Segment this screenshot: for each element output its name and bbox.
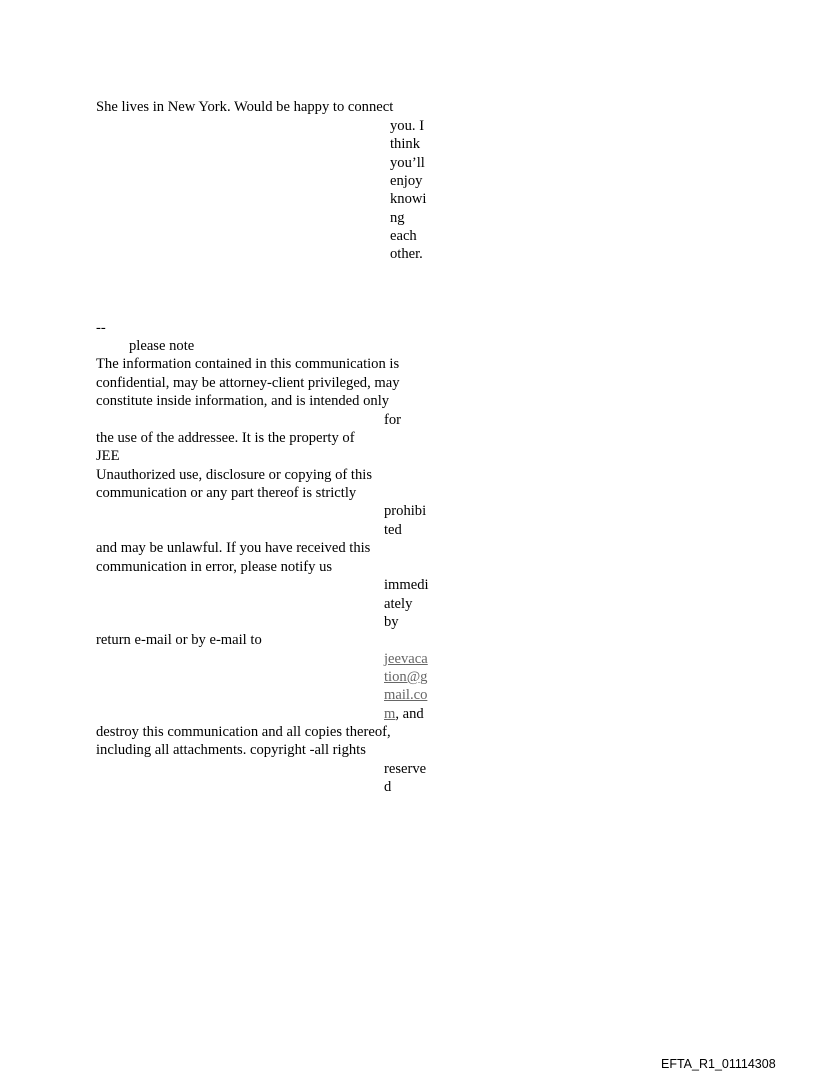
disclaimer-line: Unauthorized use, disclosure or copying of this	[96, 467, 373, 483]
disclaimer-line: communication in error, please notify us	[96, 559, 333, 575]
disclaimer-line: constitute inside information, and is intended only	[96, 393, 390, 409]
disclaimer-line: the use of the addressee. It is the property of	[96, 430, 355, 446]
disclaimer-wrap: by	[384, 614, 399, 630]
disclaimer-line: return e-mail or by e-mail to	[96, 632, 262, 648]
note-heading: please note	[129, 338, 195, 354]
disclaimer-line: JEE	[96, 448, 120, 464]
message-wrap: each	[390, 228, 417, 244]
email-link[interactable]: jeevaca	[384, 651, 428, 667]
message-wrap: think	[390, 136, 420, 152]
email-trailing-text: , and	[395, 706, 424, 722]
message-wrap: other.	[390, 246, 423, 262]
disclaimer-wrap: for	[384, 412, 402, 428]
message-wrap: you. I	[390, 118, 425, 134]
disclaimer-line: including all attachments. copyright -all rights	[96, 742, 366, 758]
message-wrap: ng	[390, 210, 405, 226]
disclaimer-line: and may be unlawful. If you have received this	[96, 540, 371, 556]
email-last-line	[384, 707, 424, 722]
signature-separator: --	[96, 320, 106, 336]
disclaimer-line: confidential, may be attorney-client privileged, may	[96, 375, 400, 391]
message-wrap: enjoy	[390, 173, 423, 189]
disclaimer-wrap: ately	[384, 596, 413, 612]
email-link[interactable]: m	[384, 706, 396, 722]
email-link[interactable]: mail.co	[384, 687, 428, 703]
disclaimer-line: The information contained in this communication is	[96, 356, 400, 372]
disclaimer-wrap: d	[384, 779, 392, 795]
disclaimer-line: destroy this communication and all copies thereof,	[96, 724, 391, 740]
message-wrap: you’ll	[390, 155, 425, 171]
email-link[interactable]: tion@g	[384, 669, 428, 685]
document-id: EFTA_R1_01114308	[661, 1057, 776, 1071]
disclaimer-wrap: prohibi	[384, 503, 427, 519]
disclaimer-wrap: reserve	[384, 761, 427, 777]
message-intro: She lives in New York. Would be happy to connect	[96, 99, 394, 115]
message-wrap: knowi	[390, 191, 427, 207]
disclaimer-wrap: immedi	[384, 577, 429, 593]
disclaimer-wrap: ted	[384, 522, 402, 538]
disclaimer-line: communication or any part thereof is strictly	[96, 485, 357, 501]
